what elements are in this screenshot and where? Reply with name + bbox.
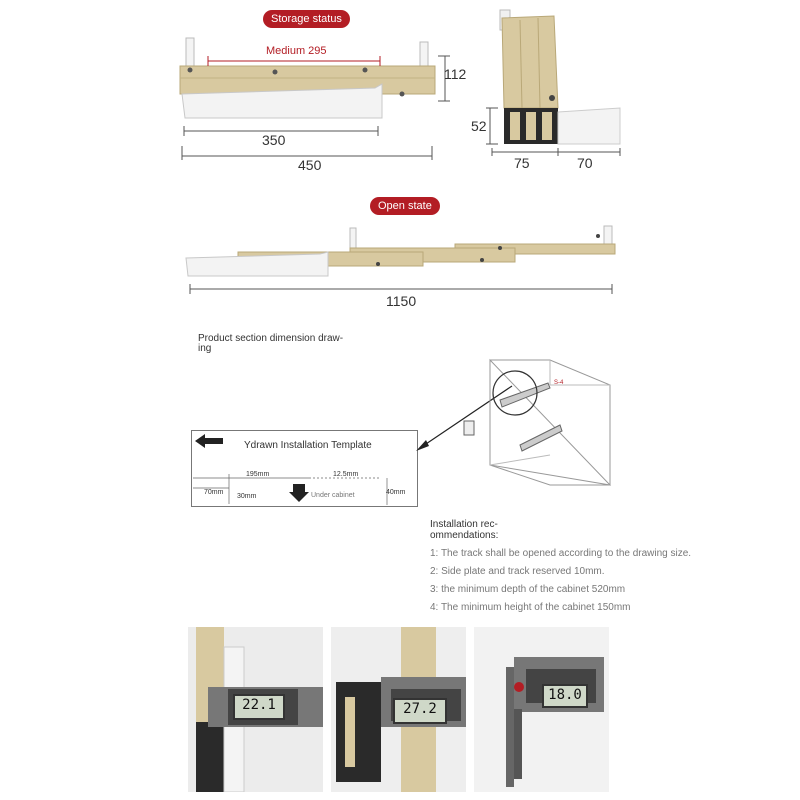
caliper-reading-3: 18.0 [542,684,588,708]
recommendation-item: 2: Side plate and track reserved 10mm. [430,566,605,577]
storage-status-badge: Storage status [263,10,350,28]
template-70mm: 70mm [204,489,224,496]
template-40mm: 40mm [386,489,406,496]
cabinet-spec-label: S-4 [554,380,564,386]
recommendation-item: 4: The minimum height of the cabinet 150mm [430,602,631,613]
dim-75: 75 [514,155,530,171]
open-rail-drawing [180,222,620,302]
template-195mm: 195mm [246,471,270,478]
dim-450: 450 [298,157,322,173]
recommendations-heading-line1: Installation rec- [430,519,498,530]
caliper-reading-1: 22.1 [233,694,285,720]
caliper-reading-2: 27.2 [393,698,447,724]
dim-52: 52 [471,118,487,134]
template-12-5mm: 12.5mm [333,471,359,478]
medium-295-label: Medium 295 [266,45,327,57]
recommendations-heading [430,519,498,541]
section-caption-line2: ing [198,343,212,354]
dim-350: 350 [262,132,286,148]
section-caption-line1: Product section dimension draw- [198,333,344,344]
dim-70: 70 [577,155,593,171]
recommendation-item: 3: the minimum depth of the cabinet 520mm [430,584,626,595]
template-title: Ydrawn Installation Template [244,440,372,451]
dim-112: 112 [444,66,467,82]
recommendations-heading-line2: ommendations: [430,530,499,541]
cabinet-illustration [460,355,620,495]
under-cabinet-label: Under cabinet [311,492,355,499]
rail-end-view-drawing [468,8,628,158]
template-30mm: 30mm [237,493,257,500]
caliper-photo-3 [474,627,609,792]
open-state-badge: Open state [370,197,440,215]
dim-1150: 1150 [386,293,417,309]
recommendation-item: 1: The track shall be opened according to the drawing size. [430,548,692,559]
